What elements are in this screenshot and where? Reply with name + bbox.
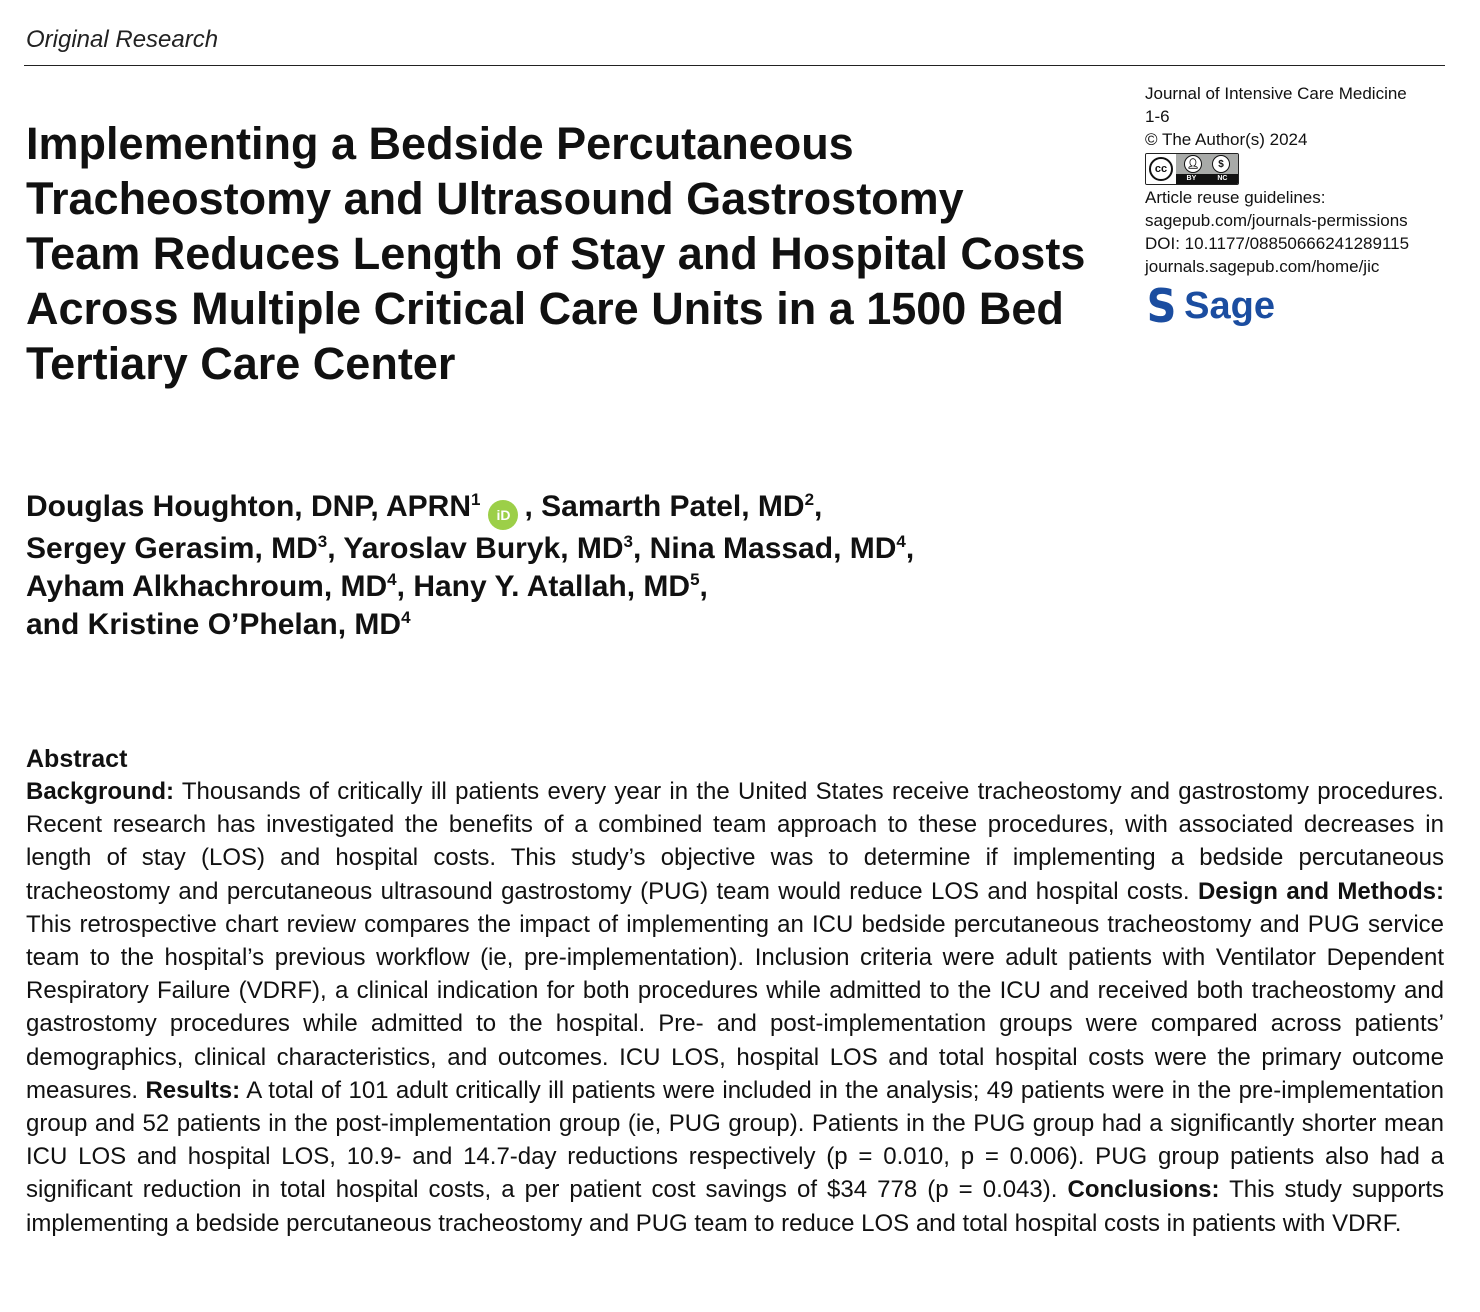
conclusions-text: This study supports implementing a bedside percutaneous tracheostomy and PUG team to reduce LOS and total hospital costs in patients with VDRF. [26,1176,1445,1237]
reuse-label: Article reuse guidelines: [1145,188,1326,207]
affiliation-number: 1 [471,490,481,509]
methods-text: This retrospective chart review compares the impact of implementing an ICU bedside percutaneous tracheostomy and PUG service team to the hospital’s previous workflow (ie, pre-implementation). Inclusion criteria were adult patients with Ventilator Dependent Respiratory Failure (VDRF), a clinical indication for both procedures while admitted to the ICU and received both tracheostomy and gastrostomy procedures while admitted to the hospital. Pre- and post-implementation groups were compared across patients’ demographics, clinical characteristics, and outcomes. ICU LOS, hospital LOS and total hospital costs were the primary outcome measures. [26,910,1444,1104]
affiliation-number: 4 [896,532,906,551]
methods-label: Design and Methods: [1197,877,1445,905]
abstract-heading: Abstract [26,745,128,773]
reuse-link[interactable]: sagepub.com/journals-permissions [1145,211,1408,230]
attribution-icon: 👤︎ [1184,155,1202,173]
publisher-name: Sage [1184,285,1275,327]
copyright: © The Author(s) 2024 [1145,130,1308,149]
author-list [26,488,1126,644]
author-name: Sergey Gerasim, MD [26,532,318,565]
author-separator: , [905,532,915,565]
results-label: Results: [145,1076,241,1104]
abstract-body [26,775,1444,1240]
conclusions-label: Conclusions: [1067,1176,1220,1204]
section-label: Original Research [26,26,219,53]
author-separator: , [524,490,542,523]
page-range: 1-6 [1145,107,1170,126]
doi[interactable]: DOI: 10.1177/08850666241289115 [1145,234,1410,253]
affiliation-number: 2 [804,490,815,509]
license-label-by: BY [1186,175,1197,182]
affiliation-number: 5 [690,570,700,589]
article-title: Implementing a Bedside Percutaneous Tracheostomy and Ultrasound Gastrostomy Team Reduces Length of Stay and Hospital Costs Across Multiple Critical Care Units in a 1500 Bed Tertiary Care Center [26,118,1086,389]
cc-by-nc-icon[interactable]: cc 👤︎ $ BY NC [1145,153,1239,185]
author-name: Yaroslav Buryk, MD [343,532,624,565]
author-name: Ayham Alkhachroum, MD [26,570,388,603]
affiliation-number: 3 [317,532,328,551]
author-separator: , [699,570,708,603]
top-rule [24,65,1445,66]
background-text: Thousands of critically ill patients every year in the United States receive tracheostomy and gastrostomy procedures. Recent research has investigated the benefits of a combined team approach to these procedures, with associated decreases in length of stay (LOS) and hospital costs. This study’s objective was to determine if implementing a bedside percutaneous tracheostomy and percutaneous ultrasound gastrostomy (PUG) team would reduce LOS and hospital costs. [26,778,1445,905]
author-separator: , [814,490,823,523]
author-name: Douglas Houghton, DNP, APRN [26,490,471,523]
author-separator: , [633,532,650,565]
journal-name: Journal of Intensive Care Medicine [1145,84,1407,103]
affiliation-number: 4 [387,570,397,589]
sage-logo[interactable] [1145,279,1455,333]
affiliation-number: 3 [623,532,633,551]
journal-link[interactable]: journals.sagepub.com/home/jic [1145,257,1380,276]
abstract-section [26,743,1444,1240]
noncommercial-icon: $ [1212,155,1230,173]
background-label: Background: [26,778,175,805]
author-name: Samarth Patel, MD [541,490,805,523]
license-label-nc: NC [1217,175,1228,182]
author-name: Hany Y. Atallah, MD [413,570,691,603]
author-separator: , [327,532,344,565]
orcid-icon[interactable]: iD [488,500,518,530]
results-text: A total of 101 adult critically ill patients were included in the analysis; 49 patients were in the pre-implementation group and 52 patients in the post-implementation group (ie, PUG group). Patients in the PUG group had a significantly shorter mean ICU LOS and hospital LOS, 10.9- and 14.7-day reductions respectively (p = 0.010, p = 0.006). PUG group patients also had a significant reduction in total hospital costs, a per patient cost savings of $34 778 (p = 0.043). [26,1076,1445,1204]
author-name: Nina Massad, MD [649,532,897,565]
author-separator: , [396,570,414,603]
journal-meta [1145,82,1455,333]
sage-s-icon: S [1146,279,1177,333]
affiliation-number: 4 [401,608,411,627]
author-name: and Kristine O’Phelan, MD [26,608,402,641]
